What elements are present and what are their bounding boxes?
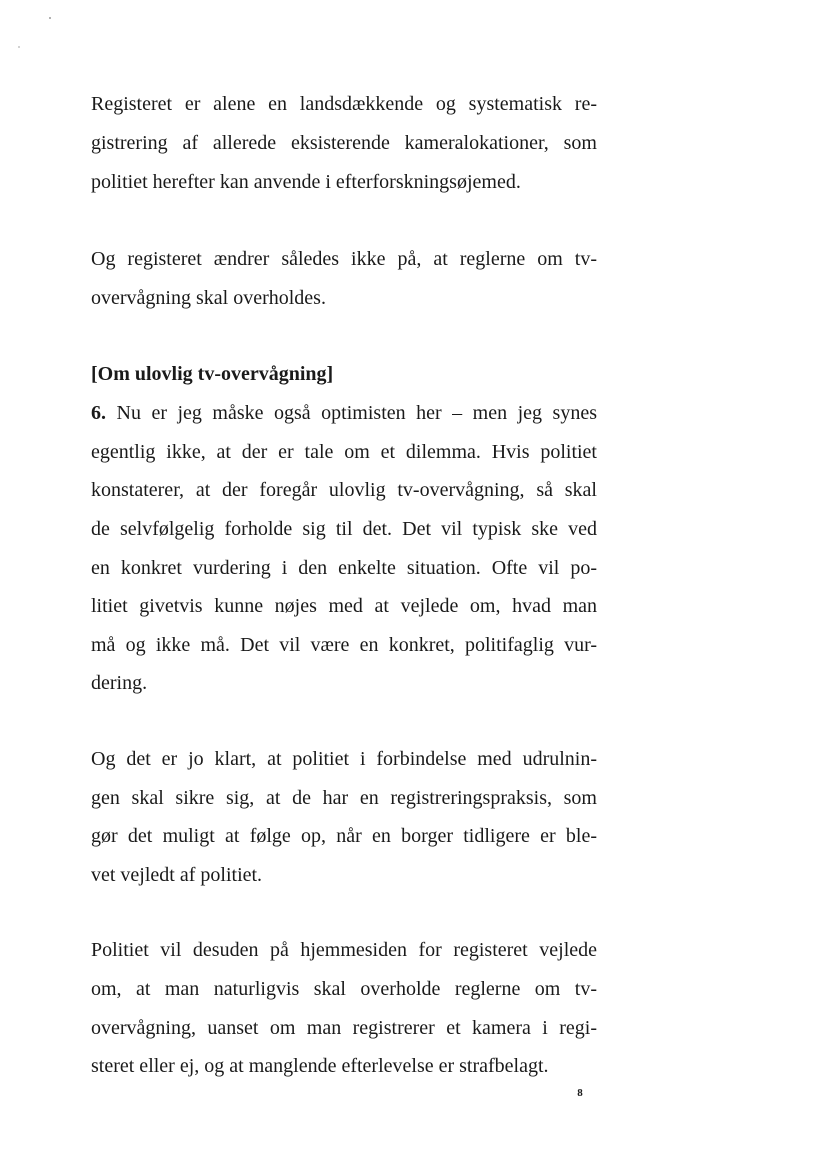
text-line: litiet givetvis kunne nøjes med at vejlede om, hvad man [91,595,597,617]
text-line: Og registeret ændrer således ikke på, at reglerne om tv- [91,248,597,270]
text-line: overvågning, uanset om man registrerer et kamera i regi- [91,1017,597,1039]
text-line: Og det er jo klart, at politiet i forbindelse med udrulnin- [91,748,597,770]
text-line-rest: Nu er jeg måske også optimisten her – men jeg synes [106,402,597,424]
text-line: Registeret er alene en landsdækkende og systematisk re- [91,93,597,115]
text-line: dering. [91,672,148,694]
paragraph-number: 6. [91,402,106,424]
text-line: politiet herefter kan anvende i efterforskningsøjemed. [91,171,521,193]
scan-speck [18,46,20,48]
text-line [91,401,597,425]
text-line: steret eller ej, og at manglende efterlevelse er strafbelagt. [91,1055,549,1077]
text-line: egentlig ikke, at der er tale om et dilemma. Hvis politiet [91,441,597,463]
text-line: gen skal sikre sig, at de har en registreringspraksis, som [91,787,597,809]
text-line: om, at man naturligvis skal overholde reglerne om tv- [91,978,597,1000]
text-line: de selvfølgelig forholde sig til det. Det vil typisk ske ved [91,518,597,540]
scan-speck [49,17,51,19]
text-line: en konkret vurdering i den enkelte situation. Ofte vil po- [91,557,597,579]
text-line: gør det muligt at følge op, når en borger tidligere er ble- [91,825,597,847]
section-heading: [Om ulovlig tv-overvågning] [91,363,334,385]
text-line: vet vejledt af politiet. [91,864,263,886]
text-line: må og ikke må. Det vil være en konkret, politifaglig vur- [91,634,597,656]
text-line: gistrering af allerede eksisterende kameralokationer, som [91,132,597,154]
text-line: overvågning skal overholdes. [91,287,326,309]
text-line: konstaterer, at der foregår ulovlig tv-overvågning, så skal [91,479,597,501]
text-line: Politiet vil desuden på hjemmesiden for registeret vejlede [91,939,597,961]
page-number: 8 [577,1087,583,1099]
